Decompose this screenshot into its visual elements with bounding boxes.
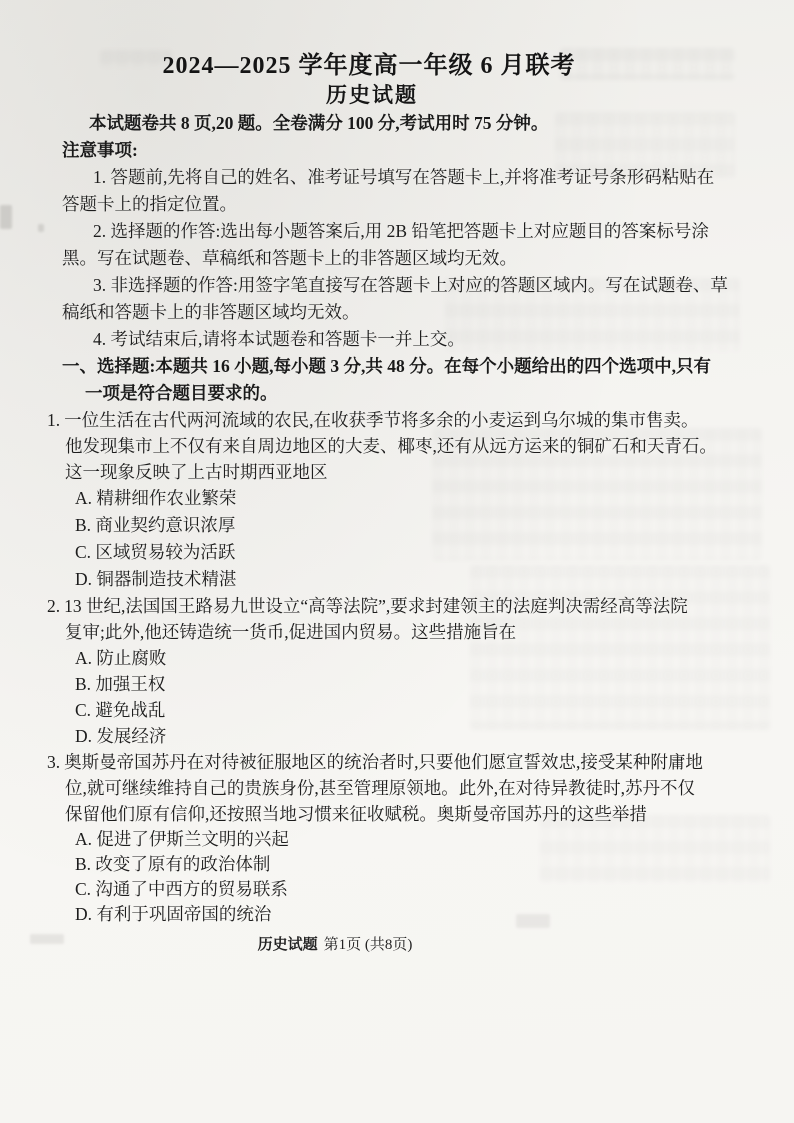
question-1-option-D: D. 铜器制造技术精湛	[75, 569, 237, 589]
question-2	[47, 593, 758, 749]
exam-info-line: 本试题卷共 8 页,20 题。全卷满分 100 分,考试用时 75 分钟。	[89, 113, 549, 133]
question-3	[47, 749, 758, 927]
notice-line: 答题卡上的指定位置。	[62, 194, 237, 214]
notice-line: 4. 考试结束后,请将本试题卷和答题卡一并上交。	[93, 329, 465, 349]
section-header-choice-questions	[0, 353, 794, 407]
question-1	[47, 407, 758, 593]
question-stem-line: 位,就可继续维持自己的贵族身份,甚至管理原领地。此外,在对待异教徒时,苏丹不仅	[65, 778, 695, 798]
notices-heading: 注意事项:	[62, 140, 138, 160]
page-footer	[0, 935, 732, 955]
stem-text: 13 世纪,法国国王路易九世设立“高等法院”,要求封建领主的法庭判决需经高等法院	[64, 596, 688, 616]
exam-title: 2024—2025 学年度高一年级 6 月联考	[162, 53, 576, 79]
question-stem-line: 复审;此外,他还铸造统一货币,促进国内贸易。这些措施旨在	[65, 622, 517, 642]
question-number: 1.	[47, 410, 61, 430]
question-3-option-A: A. 促进了伊斯兰文明的兴起	[75, 829, 289, 849]
notice-line: 1. 答题前,先将自己的姓名、准考证号填写在答题卡上,并将准考证号条形码粘贴在	[93, 167, 715, 187]
notice-item-2	[0, 218, 794, 272]
section-line: 一、选择题:本题共 16 小题,每小题 3 分,共 48 分。在每个小题给出的四个选项中,只有	[62, 356, 711, 376]
question-2-option-C: C. 避免战乱	[75, 700, 166, 720]
question-3-option-C: C. 沟通了中西方的贸易联系	[75, 879, 288, 899]
exam-subject: 历史试题	[326, 83, 418, 107]
stem-text: 奥斯曼帝国苏丹在对待被征服地区的统治者时,只要他们愿宣誓效忠,接受某种附庸地	[64, 752, 703, 772]
question-3-options	[75, 827, 758, 927]
question-2-option-D: D. 发展经济	[75, 726, 167, 746]
question-number: 2.	[47, 596, 61, 616]
notice-line: 2. 选择题的作答:选出每小题答案后,用 2B 铅笔把答题卡上对应题目的答案标号涂	[93, 221, 709, 241]
question-3-option-B: B. 改变了原有的政治体制	[75, 854, 271, 874]
question-1-options	[75, 485, 758, 593]
footer-page-number: 第1页 (共8页)	[323, 937, 413, 953]
question-number: 3.	[47, 752, 61, 772]
notice-line: 黑。写在试题卷、草稿纸和答题卡上的非答题区域均无效。	[62, 248, 517, 268]
question-stem-line: 保留他们原有信仰,还按照当地习惯来征收赋税。奥斯曼帝国苏丹的这些举措	[65, 804, 647, 824]
footer-subject-label: 历史试题	[257, 937, 318, 953]
notice-line: 3. 非选择题的作答:用签字笔直接写在答题卡上对应的答题区域内。写在试题卷、草	[93, 275, 728, 295]
notice-item-1	[0, 164, 794, 218]
question-2-options	[75, 645, 758, 749]
section-line: 一项是符合题目要求的。	[85, 383, 278, 403]
question-1-option-B: B. 商业契约意识浓厚	[75, 515, 236, 535]
question-stem-line: 这一现象反映了上古时期西亚地区	[65, 462, 328, 482]
notice-item-3	[0, 272, 794, 326]
question-3-option-D: D. 有利于巩固帝国的统治	[75, 904, 272, 924]
question-1-option-A: A. 精耕细作农业繁荣	[75, 488, 237, 508]
notice-line: 稿纸和答题卡上的非答题区域均无效。	[62, 302, 360, 322]
stem-text: 一位生活在古代两河流域的农民,在收获季节将多余的小麦运到乌尔城的集市售卖。	[64, 410, 699, 430]
notice-item-4	[0, 326, 794, 353]
question-stem-line: 他发现集市上不仅有来自周边地区的大麦、椰枣,还有从远方运来的铜矿石和天青石。	[65, 436, 717, 456]
question-stem-line	[47, 407, 758, 433]
question-stem-line	[47, 593, 758, 619]
question-1-option-C: C. 区域贸易较为活跃	[75, 542, 236, 562]
question-2-option-A: A. 防止腐败	[75, 648, 167, 668]
question-2-option-B: B. 加强王权	[75, 674, 166, 694]
question-stem-line	[47, 749, 758, 775]
